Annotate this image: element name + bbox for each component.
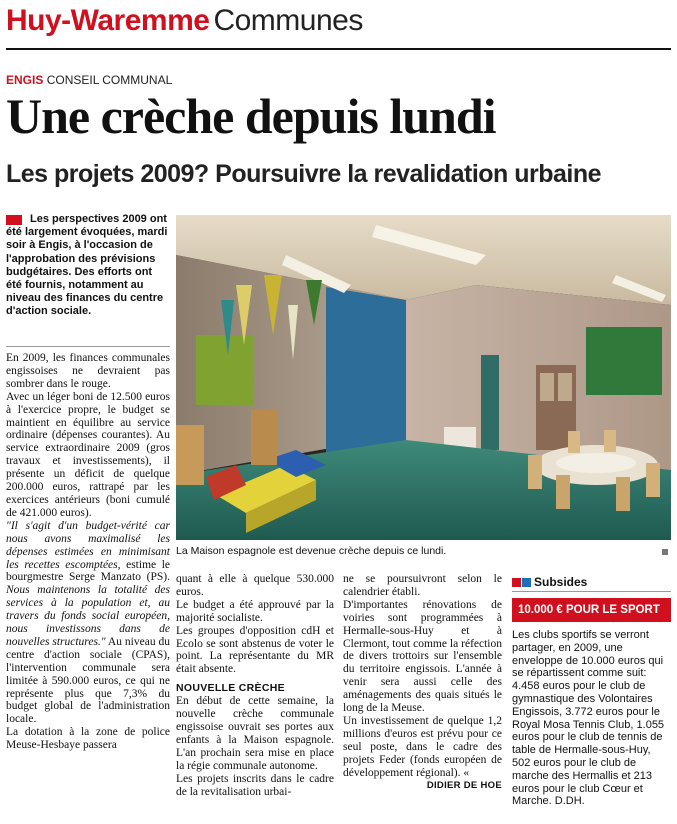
sidebar-title: Subsides <box>534 575 588 589</box>
paragraph-text: Au niveau du centre d'action sociale (CPAS), l'intervention communale sera limitée à 590.000 euros, ce qui ne représente plus que 7,3% du budget global de l'administration locale. <box>6 635 170 726</box>
paragraph: La dotation à la zone de police Meuse-Hesbaye passera <box>6 726 170 752</box>
square-icon <box>512 578 521 587</box>
paragraph: Les groupes d'opposition cdH et Ecolo se sont abstenus de voter le point. La représentante du MR était absente. <box>176 624 334 676</box>
section-subhead: NOUVELLE CRÈCHE <box>176 682 285 695</box>
paragraph: D'importantes rénovations de voiries sont programmées à Hermalle-sous-Huy et à Clermont, tout comme la réfection de divers trottoirs sur l'ensemble du territoire engissois. L'année à venir sera aussi celle des aménagements des quais situés le long de la Meuse. <box>343 598 502 715</box>
photo-caption: La Maison espagnole est devenue crèche depuis ce lundi. <box>176 545 447 557</box>
paragraph: ne se poursuivront selon le calendrier établi. <box>343 573 502 598</box>
article-photo <box>176 215 671 540</box>
kicker-category: CONSEIL COMMUNAL <box>46 73 173 87</box>
subheadline: Les projets 2009? Poursuivre la revalidation urbaine <box>6 160 602 188</box>
sidebar-body: Les clubs sportifs se verront partager, en 2009, une enveloppe de 10.000 euros qui se répartissent comme suit: 4.458 euros pour le club de gymnastique des Volontaires Engissois, 3.772 euros pour le Royal Mosa Tennis Club, 1.055 euros pour le club de tennis de table de Hermalle-sous-Huy, 502 euros pour le club de marche des Hermallis et 213 euros pour le club Cœur et Marche. D.DH. <box>512 629 665 808</box>
quote: Nous maintenons la totalité des services à la population et, au travers du fonds social européen, nous investissons dans de nouvelles structures." <box>6 584 170 648</box>
quote: "Il s'agit d'un budget-vérité car nous avons maximalisé les dépenses estimées en minimisant les recettes escomptées, <box>6 519 170 571</box>
paragraph: En 2009, les finances communales engissoises ne devraient pas sombrer dans le rouge. <box>6 352 170 390</box>
section-name: Communes <box>213 4 363 37</box>
paragraph: Un investissement de quelque 1,2 millions d'euros est prévu pour ce seul poste, dans le cadre des projets Feder (fonds européen de développement régional). « <box>343 714 502 779</box>
lead-rule <box>6 346 170 347</box>
paragraph: Le budget a été approuvé par la majorité socialiste. <box>176 598 334 624</box>
photo-image <box>176 215 671 540</box>
section-header <box>6 4 671 46</box>
quote-paragraph <box>6 520 170 727</box>
article-column-2 <box>176 573 334 798</box>
lead-paragraph: Les perspectives 2009 ont été largement évoquées, mardi soir à Engis, à l'occasion de l'approbation des prévisions budgétaires. Des efforts ont été fournis, notamment au niveau des finances du centre d'action sociale. <box>6 213 168 318</box>
article-column-3 <box>343 573 502 792</box>
header-rule <box>6 48 671 50</box>
paragraph: En début de cette semaine, la nouvelle crèche communale engissoise ouvrait ses portes aux enfants à la Maison espagnole. L'an prochain sera mise en place la régie communale autonome. <box>176 695 334 772</box>
caption-marker <box>662 549 668 555</box>
byline: DIDIER DE HOE <box>426 779 502 791</box>
headline: Une crèche depuis lundi <box>6 88 496 144</box>
sidebar-header <box>512 575 671 591</box>
square-icon <box>522 578 531 587</box>
sidebar-rule <box>512 591 671 592</box>
paragraph: Avec un léger boni de 12.500 euros à l'exercice propre, le budget se maintient en équilibre au service ordinaire (dépenses courantes). Au service extraordinaire 2009 (gros travaux et investissements), il présente un déficit de quelque 200.000 euros, rattrapé par les exercices antérieurs (boni cumulé de 421.000 euros). <box>6 390 170 519</box>
kicker <box>6 73 172 87</box>
section-region: Huy-Waremme <box>6 4 210 37</box>
paragraph: Les projets inscrits dans le cadre de la revitalisation urbai- <box>176 772 334 798</box>
sidebar-banner: 10.000 € POUR LE SPORT <box>512 598 671 622</box>
article-column-1 <box>6 352 170 752</box>
kicker-location: ENGIS <box>6 73 44 87</box>
paragraph: quant à elle à quelque 530.000 euros. <box>176 573 334 598</box>
attribution: estime le bourgmestre Serge Manzato (PS). <box>6 558 170 584</box>
